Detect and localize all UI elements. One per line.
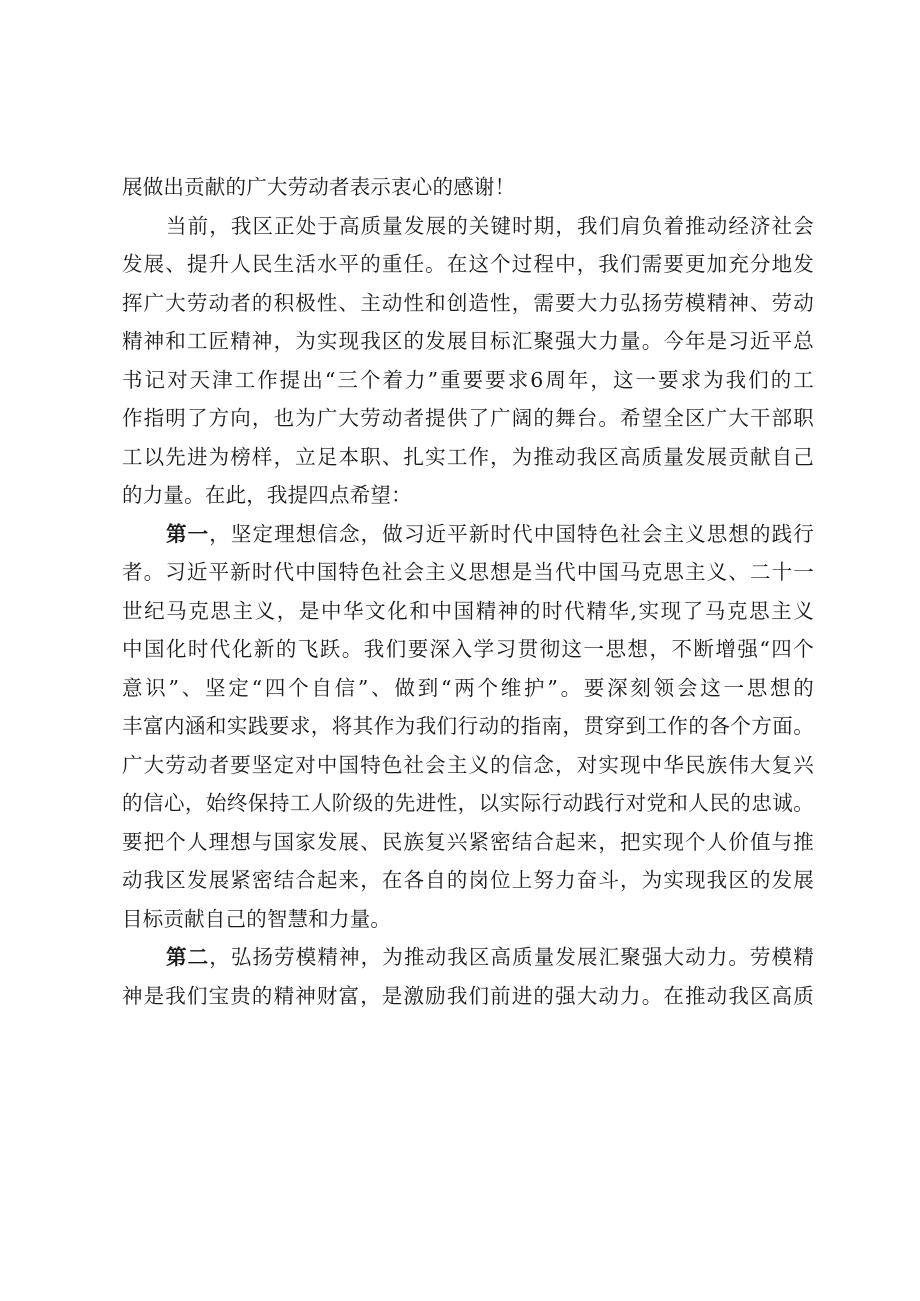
text-span: ，坚定理想信念，做习近平新时代中国特色社会主义思想的践行 bbox=[209, 521, 814, 546]
text-span: ，弘扬劳模精神，为推动我区高质量发展汇聚强大动力。劳模精 bbox=[209, 945, 814, 969]
text-line: 工以先进为榜样，立足本职、扎实工作，为推动我区高质量发展贡献自己 bbox=[122, 444, 814, 469]
text-line: 发展、提升人民生活水平的重任。在这个过程中，我们需要更加充分地发 bbox=[122, 252, 814, 276]
text-line: 广大劳动者要坚定对中国特色社会主义的信念，对实现中华民族伟大复兴 bbox=[122, 752, 814, 777]
text-line: 动我区发展紧密结合起来，在各自的岗位上努力奋斗，为实现我区的发展 bbox=[122, 868, 814, 892]
text-line: 目标贡献自己的智慧和力量。 bbox=[122, 906, 392, 931]
text-line: 丰富内涵和实践要求，将其作为我们行动的指南，贯穿到工作的各个方面。 bbox=[122, 714, 814, 738]
text-line bbox=[122, 938, 814, 977]
paragraph-lead: 第一 bbox=[166, 521, 210, 546]
text-line: 的力量。在此，我提四点希望： bbox=[122, 483, 412, 507]
text-line: 神是我们宝贵的精神财富，是激励我们前进的强大动力。在推动我区高质 bbox=[122, 983, 814, 1008]
text-line: 当前，我区正处于高质量发展的关键时期，我们肩负着推动经济社会 bbox=[166, 213, 814, 238]
text-line: 精神和工匠精神，为实现我区的发展目标汇聚强大力量。今年是习近平总 bbox=[122, 329, 814, 353]
text-line: 挥广大劳动者的积极性、主动性和创造性，需要大力弘扬劳模精神、劳动 bbox=[122, 290, 814, 315]
text-line: 者。习近平新时代中国特色社会主义思想是当代中国马克思主义、二十一 bbox=[122, 560, 814, 584]
text-line: 作指明了方向，也为广大劳动者提供了广阔的舞台。希望全区广大干部职 bbox=[122, 406, 814, 430]
text-line: 书记对天津工作提出“三个着力”重要要求6周年，这一要求为我们的工 bbox=[122, 367, 814, 392]
text-line: 要把个人理想与国家发展、民族复兴紧密结合起来，把实现个人价值与推 bbox=[122, 829, 814, 854]
text-line: 展做出贡献的广大劳动者表示衷心的感谢！ bbox=[122, 175, 516, 199]
text-line bbox=[122, 515, 814, 554]
text-line: 意识”、坚定“四个自信”、做到“两个维护”。要深刻领会这一思想的 bbox=[122, 675, 814, 700]
document-page bbox=[122, 168, 814, 1015]
text-line: 世纪马克思主义，是中华文化和中国精神的时代精华,实现了马克思主义 bbox=[122, 598, 814, 623]
paragraph-lead: 第二 bbox=[166, 945, 210, 969]
text-line: 中国化时代化新的飞跃。我们要深入学习贯彻这一思想，不断增强“四个 bbox=[122, 637, 814, 661]
text-line: 的信心，始终保持工人阶级的先进性，以实际行动践行对党和人民的忠诚。 bbox=[122, 791, 814, 815]
